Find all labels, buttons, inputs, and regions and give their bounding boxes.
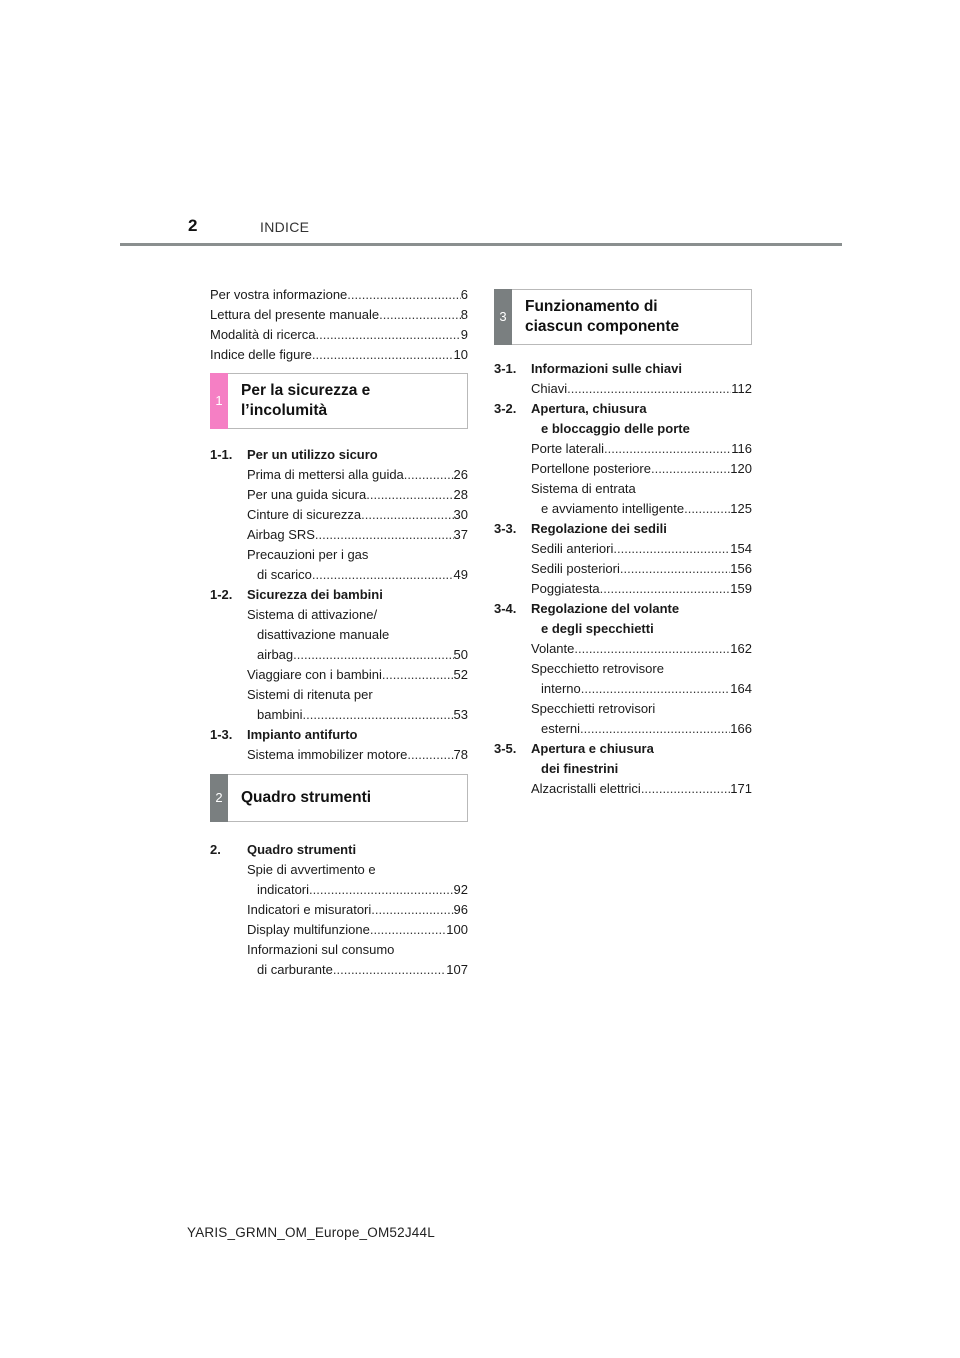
chapter-1-tab: 1 [210,373,228,429]
chapter-2-title: Quadro strumenti [241,789,372,806]
section-title[interactable]: 1-3. Impianto antifurto [210,727,358,742]
toc-entry[interactable]: Poggiatesta ..... 159 [531,579,752,599]
section-items [494,539,752,599]
toc-entry[interactable]: Sedili anteriori ..... 154 [531,539,752,559]
chapter-3-title: Funzionamento di ciascun componente [525,298,680,335]
section-title[interactable]: 1-2. Sicurezza dei bambini [210,587,383,602]
toc-entry[interactable]: Prima di mettersi alla guida ..... 26 [247,465,468,485]
page-header [0,0,960,250]
running-title: INDICE [260,219,310,235]
section-title[interactable]: 3-3. Regolazione dei sedili [494,521,667,536]
chapter-3-tab: 3 [494,289,512,345]
chapter-3-header[interactable] [494,289,752,345]
toc-entry[interactable]: Indicatori e misuratori ..... 96 [247,900,468,920]
toc-entry[interactable]: Lettura del presente manuale ..... 8 [210,305,468,325]
chapter-2-header[interactable] [210,774,468,822]
section-items [210,860,468,980]
toc-entry[interactable]: Specchietti retrovisori esterni ..... 166 [531,699,752,739]
section-items [494,439,752,519]
chapter-2-tab: 2 [210,774,228,822]
section-items [210,745,468,765]
toc-entry[interactable]: Indice delle figure ..... 10 [210,345,468,365]
section-items [494,639,752,739]
toc-entry[interactable]: Sistemi di ritenuta per bambini ..... 53 [247,685,468,725]
toc-entry[interactable]: Alzacristalli elettrici ..... 171 [531,779,752,799]
page-number: 2 [188,216,198,235]
toc-entry[interactable]: Precauzioni per i gas di scarico ..... 49 [247,545,468,585]
header-rule [120,243,842,246]
toc-entry[interactable]: Chiavi ..... 112 [531,379,752,399]
toc-entry[interactable]: Display multifunzione ..... 100 [247,920,468,940]
section-title[interactable]: 3-5. Apertura e chiusura dei finestrini [494,741,654,776]
toc-right-column [494,285,752,799]
chapter-1-header[interactable] [210,373,468,429]
toc-entry[interactable]: Sedili posteriori ..... 156 [531,559,752,579]
toc-entry[interactable]: Volante ..... 162 [531,639,752,659]
section-title[interactable]: 3-1. Informazioni sulle chiavi [494,361,682,376]
toc-entry[interactable]: Viaggiare con i bambini ..... 52 [247,665,468,685]
section-items [210,465,468,585]
document-code: YARIS_GRMN_OM_Europe_OM52J44L [187,1225,435,1240]
section-items [210,605,468,725]
toc-entry[interactable]: Spie di avvertimento e indicatori ..... 92 [247,860,468,900]
section-title[interactable]: 1-1. Per un utilizzo sicuro [210,447,378,462]
section-title[interactable]: 2. Quadro strumenti [210,842,357,857]
section-items [494,379,752,399]
toc-entry[interactable]: Modalità di ricerca ..... 9 [210,325,468,345]
section-title[interactable]: 3-2. Apertura, chiusura e bloccaggio delle porte [494,401,690,436]
section-items [494,779,752,799]
chapter-1-title: Per la sicurezza e l’incolumità [241,382,371,419]
toc-entry[interactable]: Sistema immobilizer motore ..... 78 [247,745,468,765]
toc-entry[interactable]: Sistema di attivazione/ disattivazione manuale airbag ..... 50 [247,605,468,665]
toc-left-column [210,285,468,980]
toc-entry[interactable]: Per una guida sicura ..... 28 [247,485,468,505]
toc-entry[interactable]: Cinture di sicurezza ..... 30 [247,505,468,525]
toc-entry[interactable]: Porte laterali ..... 116 [531,439,752,459]
section-title[interactable]: 3-4. Regolazione del volante e degli specchietti [494,601,680,636]
toc-entry[interactable]: Specchietto retrovisore interno ..... 164 [531,659,752,699]
toc-entry[interactable]: Airbag SRS ..... 37 [247,525,468,545]
toc-entry[interactable]: Per vostra informazione ..... 6 [210,285,468,305]
toc-entry[interactable]: Informazioni sul consumo di carburante ..... 107 [247,940,468,980]
toc-entry[interactable]: Portellone posteriore ..... 120 [531,459,752,479]
toc-entry[interactable]: Sistema di entrata e avviamento intelligente ..... 125 [531,479,752,519]
